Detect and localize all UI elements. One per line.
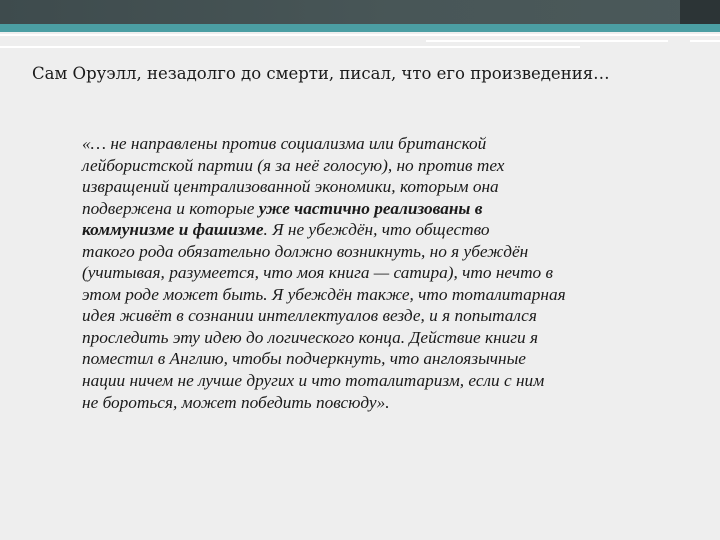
quote-text: не бороться, может победить повсюду». — [82, 392, 390, 412]
quote-text: лейбористской партии (я за неё голосую), но против тех — [82, 155, 505, 175]
quote-text: проследить эту идею до логического конца. Действие книги я — [82, 327, 539, 347]
quote-text: такого рода обязательно должно возникнуть, но я убеждён — [82, 241, 529, 261]
quote-line — [82, 348, 662, 370]
quote-line — [82, 133, 662, 155]
quote-line — [82, 262, 662, 284]
quote-line — [82, 284, 662, 306]
quote-text: . Я не убеждён, что общество — [263, 220, 490, 240]
divider-line — [0, 34, 720, 36]
quote-emphasis: коммунизме и фашизме — [82, 220, 264, 240]
quote-text: поместил в Англию, чтобы подчеркнуть, что англоязычные — [82, 349, 526, 369]
quote-text: извращений централизованной экономики, которым она — [82, 177, 499, 197]
quote-emphasis: уже частично реализованы в — [258, 198, 483, 218]
quote-line — [82, 305, 662, 327]
quote-line — [82, 392, 662, 414]
orwell-quote — [82, 133, 662, 413]
quote-line — [82, 370, 662, 392]
quote-line — [82, 241, 662, 263]
header-bar-dark-block — [680, 0, 720, 24]
accent-stripe — [0, 24, 720, 32]
quote-text: «… не направлены против социализма или британской — [82, 134, 487, 153]
quote-text: подвержена и которые — [82, 198, 259, 218]
quote-line — [82, 327, 662, 349]
header-bar — [0, 0, 720, 24]
quote-text: нации ничем не лучше других и что тоталитаризм, если с ним — [82, 371, 545, 391]
quote-line — [82, 155, 662, 177]
slide-heading: Сам Оруэлл, незадолго до смерти, писал, что его произведения… — [32, 64, 610, 83]
quote-text: идея живёт в сознании интеллектуалов везде, и я попытался — [82, 306, 537, 326]
quote-line — [82, 198, 662, 220]
quote-text: этом роде может быть. Я убеждён также, что тоталитарная — [82, 284, 566, 304]
divider-line — [426, 40, 668, 42]
divider-line — [0, 46, 580, 48]
quote-text: (учитывая, разумеется, что моя книга — сатира), что нечто в — [82, 263, 554, 283]
quote-line — [82, 219, 662, 241]
quote-line — [82, 176, 662, 198]
divider-line — [690, 40, 720, 42]
